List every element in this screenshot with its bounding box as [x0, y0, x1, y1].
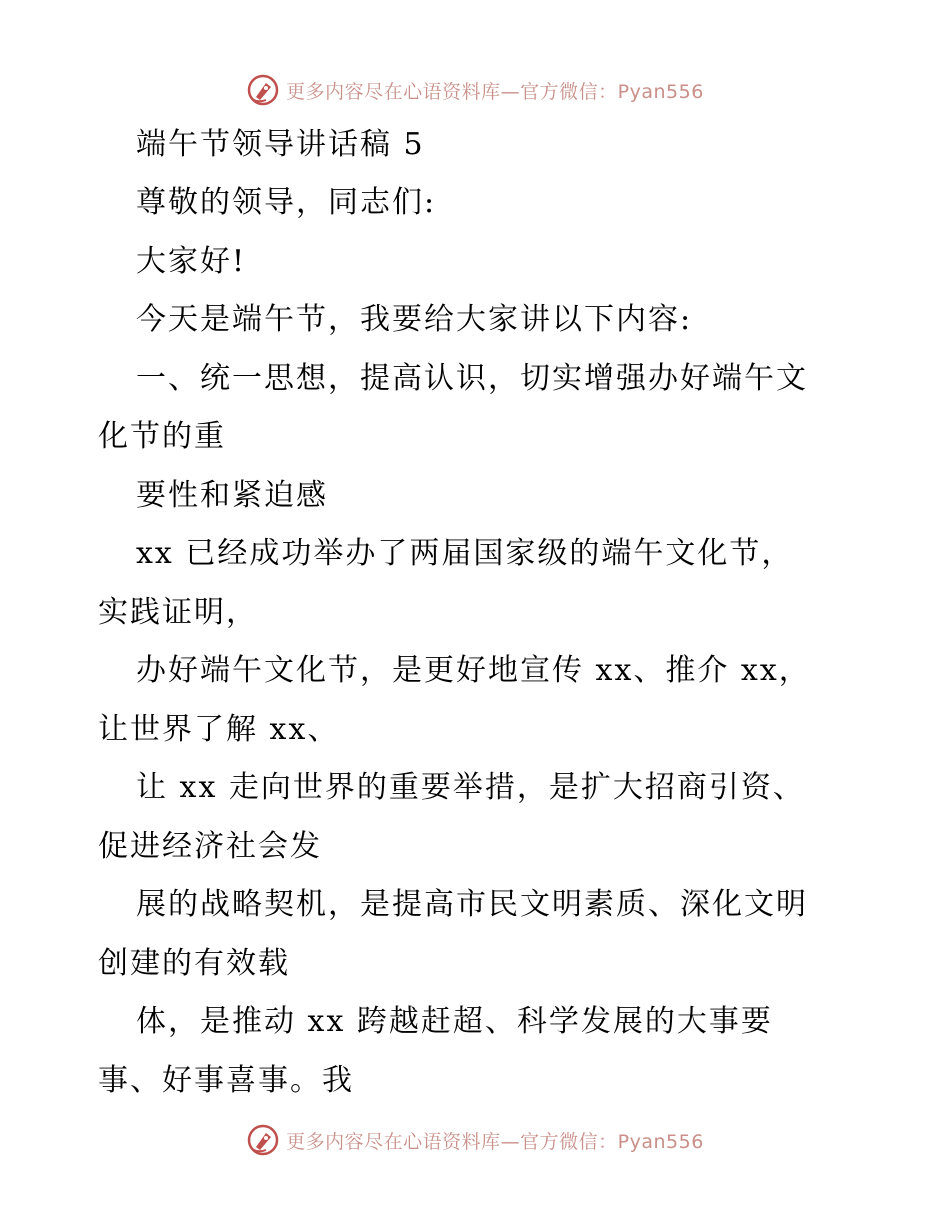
header-banner-content: [246, 73, 704, 107]
pen-nib-circle-icon: [246, 1123, 280, 1157]
paragraph-line: 体，是推动 xx 跨越赶超、科学发展的大事要: [136, 1004, 773, 1039]
salutation: 尊敬的领导，同志们:: [136, 185, 437, 220]
paragraph-line: 展的战略契机，是提高市民文明素质、深化文明: [136, 887, 808, 922]
paragraph-line: 实践证明，: [98, 595, 258, 630]
paragraph-line: 让 xx 走向世界的重要举措，是扩大招商引资、: [136, 770, 805, 805]
paragraph-line: 让世界了解 xx、: [98, 712, 340, 747]
section-heading-line: 要性和紧迫感: [136, 478, 328, 513]
header-banner-text: 更多内容尽在心语资料库—官方微信：Pyan556: [286, 80, 704, 103]
paragraph-line: 创建的有效载: [98, 946, 290, 981]
paragraph-line: xx 已经成功举办了两届国家级的端午文化节，: [136, 536, 794, 571]
pen-nib-circle-icon: [246, 73, 280, 107]
footer-banner-content: [246, 1123, 704, 1157]
paragraph-line: 促进经济社会发: [98, 829, 322, 864]
footer-banner-text: 更多内容尽在心语资料库—官方微信：Pyan556: [286, 1130, 704, 1153]
footer-banner: [0, 1120, 950, 1160]
section-heading-line: 一、统一思想，提高认识，切实增强办好端午文: [136, 361, 808, 396]
paragraph-line: 今天是端午节，我要给大家讲以下内容:: [136, 302, 693, 337]
paragraph-line: 办好端午文化节，是更好地宣传 xx、推介 xx，: [136, 653, 811, 688]
header-banner: [0, 70, 950, 110]
document-title: 端午节领导讲话稿 5: [136, 127, 425, 162]
section-heading-line: 化节的重: [98, 419, 226, 454]
greeting: 大家好!: [136, 244, 247, 279]
paragraph-line: 事、好事喜事。我: [98, 1063, 354, 1098]
